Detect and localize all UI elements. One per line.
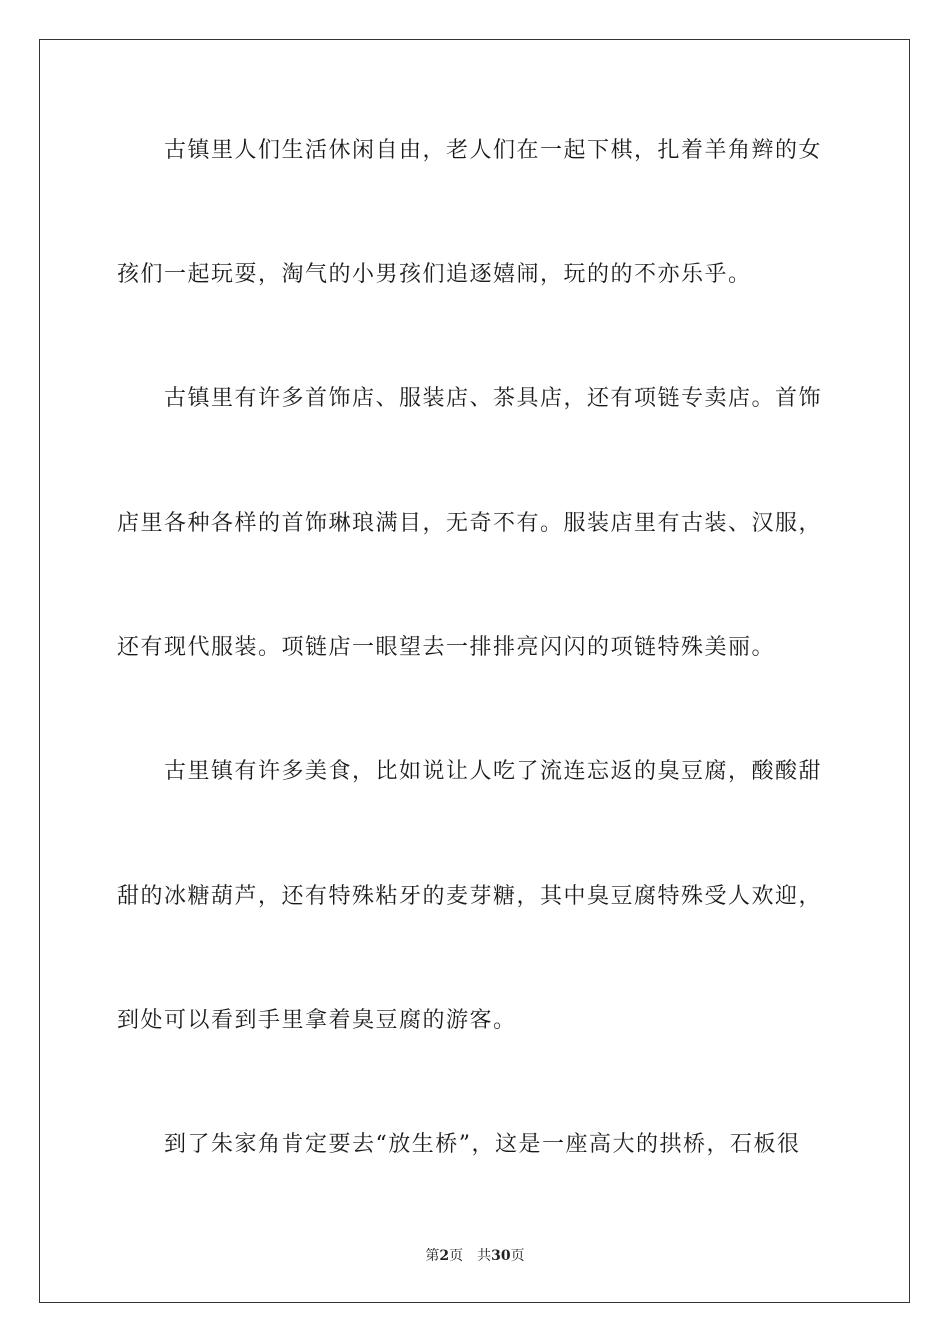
footer-total-pages: 30 — [491, 1248, 511, 1264]
page-border — [39, 39, 910, 1303]
body-text-line: 古镇里人们生活休闲自由，老人们在一起下棋，扎着羊角辫的女 — [117, 138, 823, 163]
body-text-line: 到处可以看到手里拿着臭豆腐的游客。 — [117, 1008, 517, 1033]
body-text-line: 还有现代服装。项链店一眼望去一排排亮闪闪的项链特殊美丽。 — [117, 635, 776, 660]
footer-page-prefix: 第 — [425, 1248, 440, 1264]
body-text-line: 古里镇有许多美食，比如说让人吃了流连忘返的臭豆腐，酸酸甜 — [117, 759, 823, 784]
body-text-line: 古镇里有许多首饰店、服装店、茶具店，还有项链专卖店。首饰 — [117, 386, 823, 411]
footer-total-suffix: 页 — [510, 1248, 525, 1264]
footer-page-suffix: 页 — [449, 1248, 464, 1264]
body-text-line: 甜的冰糖葫芦，还有特殊粘牙的麦芽糖，其中臭豆腐特殊受人欢迎， — [117, 884, 823, 909]
page-footer — [0, 1247, 950, 1265]
body-text-line: 到了朱家角肯定要去“放生桥”，这是一座高大的拱桥，石板很 — [117, 1132, 801, 1157]
body-text-line: 孩们一起玩耍，淘气的小男孩们追逐嬉闹，玩的的不亦乐乎。 — [117, 262, 752, 287]
footer-page-number: 2 — [439, 1248, 450, 1264]
footer-total-prefix: 共 — [477, 1248, 492, 1264]
body-text-line: 店里各种各样的首饰琳琅满目，无奇不有。服装店里有古装、汉服， — [117, 511, 823, 536]
